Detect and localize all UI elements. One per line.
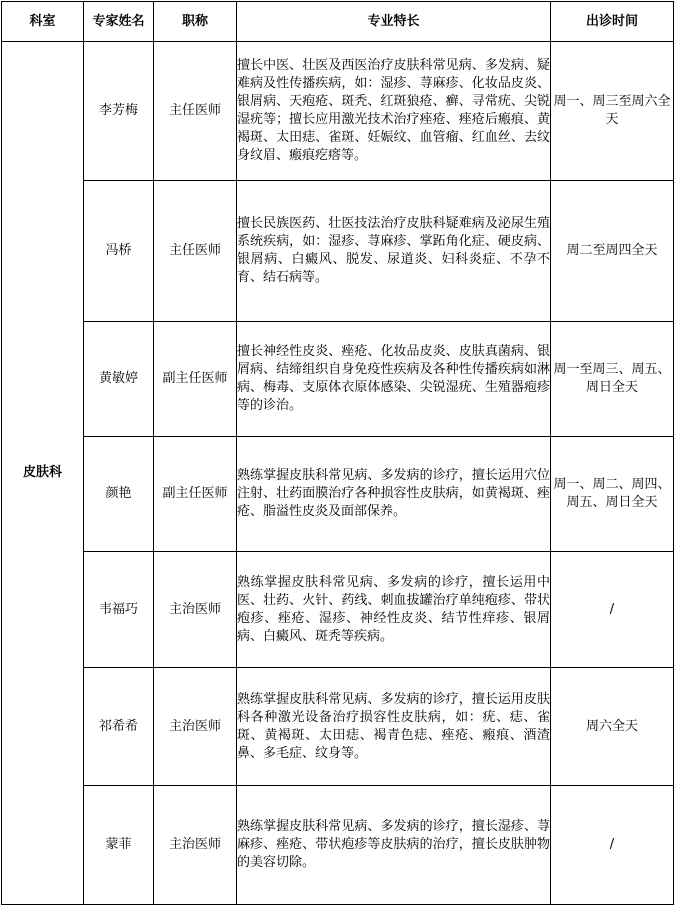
doctor-specialty: 熟练掌握皮肤科常见病、多发病的诊疗，擅长运用皮肤科各种激光设备治疗损容性皮肤病，如：疣、痣、雀斑、黄褐斑、太田痣、褐青色痣、痤疮、瘢痕、酒渣鼻、多毛症、纹身等。 (237, 668, 551, 786)
doctor-name: 蒙菲 (84, 786, 154, 905)
table-row (2, 552, 674, 668)
doctor-title: 主治医师 (154, 552, 237, 668)
header-name-label: 专家姓名 (92, 13, 145, 29)
table-row (2, 437, 674, 552)
doctor-title: 副主任医师 (154, 437, 237, 552)
clinic-hours: / (551, 552, 674, 668)
doctor-title: 主任医师 (154, 181, 237, 322)
table-row (2, 786, 674, 905)
doctor-specialty: 擅长神经性皮炎、痤疮、化妆品皮炎、皮肤真菌病、银屑病、结缔组织自身免疫性疾病及各种性传播疾病如淋病、梅毒、支原体衣原体感染、尖锐湿疣、生殖器疱疹等的诊治。 (237, 322, 551, 437)
clinic-hours: 周一、周二、周四、周五、周日全天 (551, 437, 674, 552)
doctor-name: 颜艳 (84, 437, 154, 552)
doctor-name: 韦福巧 (84, 552, 154, 668)
doctor-specialty: 擅长中医、壮医及西医治疗皮肤科常见病、多发病、疑难病及性传播疾病，如：湿疹、荨麻疹、化妆品皮炎、银屑病、天疱疮、斑秃、红斑狼疮、癣、寻常疣、尖锐湿疣等；擅长应用激光技术治疗痤疮、痤疮后瘢痕、黄褐斑、太田痣、雀斑、妊娠纹、血管瘤、红血丝、去纹身纹眉、瘢痕疙瘩等。 (237, 42, 551, 181)
header-hours: 出诊时间 (551, 2, 674, 42)
table-row (2, 322, 674, 437)
department-cell: 皮肤科 (2, 42, 84, 905)
table-row (2, 181, 674, 322)
doctor-title: 主任医师 (154, 42, 237, 181)
header-specialty: 专业特长 (237, 2, 551, 42)
header-row (2, 2, 674, 42)
clinic-hours: 周六全天 (551, 668, 674, 786)
clinic-hours: 周二至周四全天 (551, 181, 674, 322)
clinic-hours: 周一至周三、周五、周日全天 (551, 322, 674, 437)
clinic-hours: 周一、周三至周六全天 (551, 42, 674, 181)
doctor-specialty: 熟练掌握皮肤科常见病、多发病的诊疗，擅长湿疹、荨麻疹、痤疮、带状疱疹等皮肤病的治疗，擅长皮肤肿物的美容切除。 (237, 786, 551, 905)
doctor-specialty: 熟练掌握皮肤科常见病、多发病的诊疗，擅长运用中医、壮药、火针、药线、刺血拔罐治疗单纯疱疹、带状疱疹、痤疮、湿疹、神经性皮炎、结节性痒疹、银屑病、白癜风、斑秃等疾病。 (237, 552, 551, 668)
doctor-title: 副主任医师 (154, 322, 237, 437)
header-name (84, 2, 154, 42)
doctor-title: 主治医师 (154, 668, 237, 786)
clinic-hours: / (551, 786, 674, 905)
header-title: 职称 (154, 2, 237, 42)
specialist-schedule-table (1, 1, 674, 905)
table-row (2, 668, 674, 786)
header-department: 科室 (2, 2, 84, 42)
doctor-specialty: 熟练掌握皮肤科常见病、多发病的诊疗，擅长运用穴位注射、壮药面膜治疗各种损容性皮肤病，如黄褐斑、痤疮、脂溢性皮炎及面部保养。 (237, 437, 551, 552)
doctor-name: 李芳梅 (84, 42, 154, 181)
table-row (2, 42, 674, 181)
doctor-specialty: 擅长民族医药、壮医技法治疗皮肤科疑难病及泌尿生殖系统疾病，如：湿疹、荨麻疹、掌跖角化症、硬皮病、银屑病、白癜风、脱发、尿道炎、妇科炎症、不孕不育、结石病等。 (237, 181, 551, 322)
doctor-title: 主治医师 (154, 786, 237, 905)
doctor-name: 冯桥 (84, 181, 154, 322)
doctor-name: 黄敏婷 (84, 322, 154, 437)
doctor-name: 祁希希 (84, 668, 154, 786)
